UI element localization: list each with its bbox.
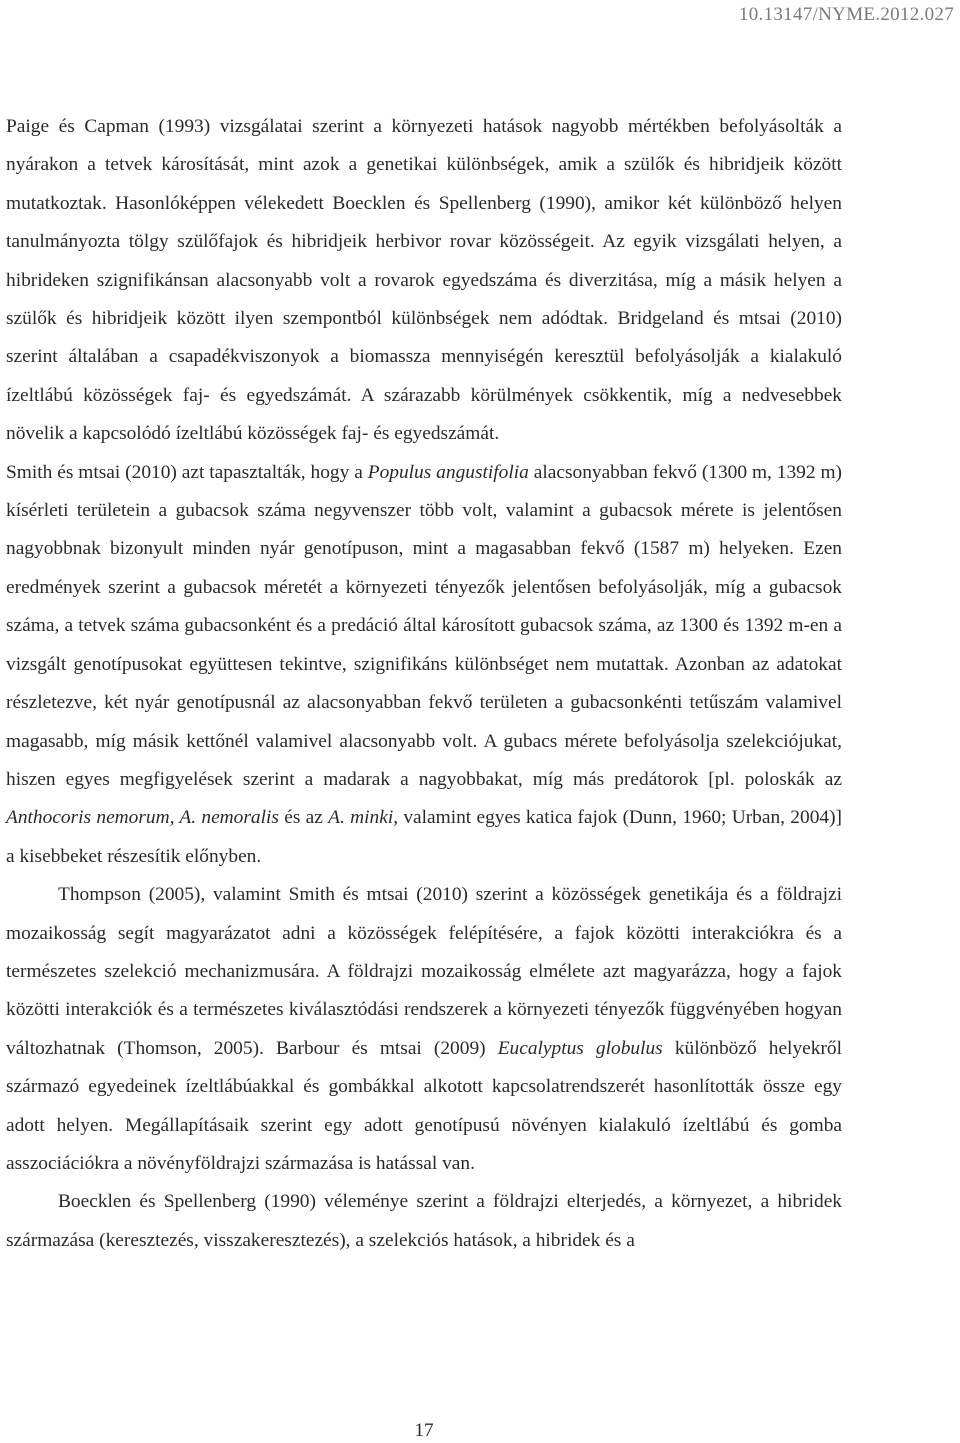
species-name-italic: A. minki, xyxy=(328,807,399,829)
paragraph-text: Paige és Capman (1993) vizsgálatai szerint a környezeti hatások nagyobb mértékben befolyásolták a nyárakon a tetvek károsítását, mint azok a genetikai különbségek, amik a szülők és hibridjeik között mutatkoztak. Hasonlóképpen vélekedett Boecklen és Spellenberg (1990), amikor két különböző helyen tanulmányozta tölgy szülőfajok és hibridjeik herbivor rovar közösségeit. Az egyik vizsgálati helyen, a hibrideken szignifikánsan alacsonyabb volt a rovarok egyedszáma és diverzitása, míg a másik helyen a szülők és hibridjeik között ilyen szempontból különbségek nem adódtak. Bridgeland és mtsai (2010) szerint általában a csapadékviszonyok a biomassza mennyiségén keresztül befolyásolják a kialakuló ízeltlábú közösségek faj- és egyedszámát. A szárazabb körülmények csökkentik, míg a nedvesebbek növelik a kapcsolódó ízeltlábú közösségek faj- és egyedszámát. xyxy=(6,116,842,445)
paragraph-3 xyxy=(6,876,842,1183)
paragraph-2 xyxy=(6,454,842,876)
species-name-italic: Anthocoris nemorum, A. nemoralis xyxy=(6,807,279,829)
doi-header: 10.13147/NYME.2012.027 xyxy=(738,4,954,25)
paragraph-text: alacsonyabban fekvő (1300 m, 1392 m) kísérleti területein a gubacsok száma negyvenszer több volt, valamint a gubacsok mérete is jelentősen nagyobbnak bizonyult minden nyár genotípuson, mint a magasabban fekvő (1587 m) helyeken. Ezen eredmények szerint a gubacsok méretét a környezeti tényezők jelentősen befolyásolják, míg a gubacsok száma, a tetvek száma gubacsonként és a predáció által károsított gubacsok száma, az 1300 és 1392 m-en a vizsgált genotípusokat együttesen tekintve, szignifikáns különbséget nem mutattak. Azonban az adatokat részletezve, két nyár genotípusnál az alacsonyabban fekvő területen a gubacsonkénti tetűszám valamivel magasabb, míg másik kettőnél valamivel alacsonyabb volt. A gubacs mérete befolyásolja szelekciójukat, hiszen egyes megfigyelések szerint a madarak a nagyobbakat, míg más predátorok [pl. poloskák az xyxy=(6,461,842,790)
paragraph-text: különböző helyekről származó egyedeinek ízeltlábúakkal és gombákkal alkotott kapcsolatrendszerét hasonlították össze egy adott helyen. Megállapításaik szerint egy adott genotípusú növényen kialakuló ízeltlábú és gomba asszociációkra a növényföldrajzi származása is hatással van. xyxy=(6,1037,842,1174)
paragraph-text: valamint egyes katica fajok (Dunn, 1960; Urban, 2004)] a kisebbeket részesítik előnyben. xyxy=(6,807,842,867)
document-body xyxy=(6,108,842,1260)
page-number: 17 xyxy=(414,1420,434,1441)
species-name-italic: Eucalyptus globulus xyxy=(497,1037,663,1059)
paragraph-text: Thompson (2005), valamint Smith és mtsai (2010) szerint a közösségek genetikája és a földrajzi mozaikosság segít magyarázatot adni a közösségek felépítésére, a fajok közötti interakciókra és a természetes szelekció mechanizmusára. A földrajzi mozaikosság elmélete azt magyarázza, hogy a fajok közötti interakciók és a természetes kiválasztódási rendszerek a környezeti tényezők függvényében hogyan változhatnak (Thomson, 2005). Barbour és mtsai (2009) xyxy=(6,884,842,1059)
paragraph-4 xyxy=(6,1183,842,1260)
species-name-italic: Populus angustifolia xyxy=(367,461,529,483)
paragraph-1 xyxy=(6,108,842,454)
paragraph-text: Boecklen és Spellenberg (1990) véleménye szerint a földrajzi elterjedés, a környezet, a hibridek származása (keresztezés, visszakeresztezés), a szelekciós hatások, a hibridek és a xyxy=(6,1191,842,1251)
paragraph-text: Smith és mtsai (2010) azt tapasztalták, hogy a xyxy=(6,461,368,483)
paragraph-text: és az xyxy=(278,807,329,829)
